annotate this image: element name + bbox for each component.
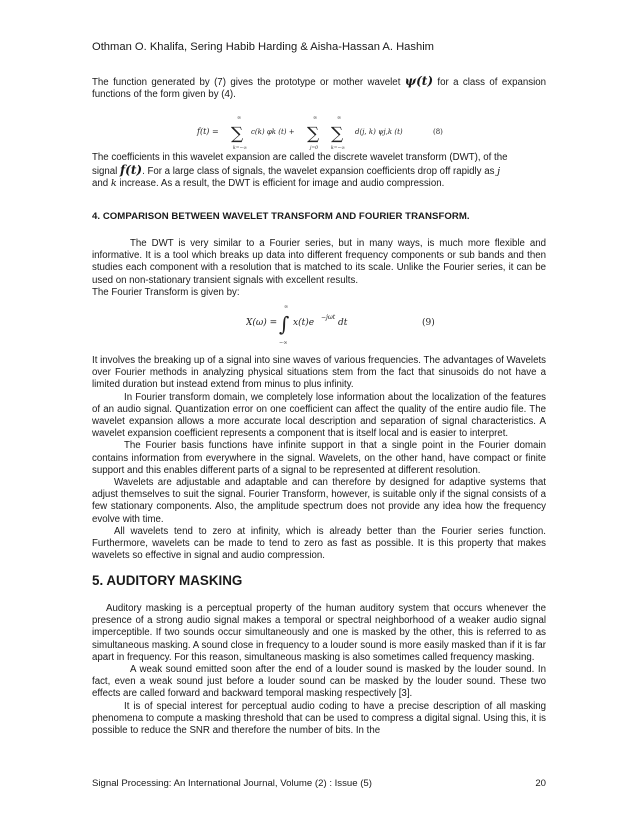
eq9-dt: dt — [338, 318, 348, 328]
eq9-exponent: −jωt — [321, 314, 336, 321]
s5-p1: Auditory masking is a perceptual property of the human auditory system that occurs whenever the presence of a strong audio signal makes a temporal or spectral neighborhood of a weaker audio signal imperceptible. If two sounds occur simultaneously and one is masked by the other, this is referred to as simultaneous masking. A sound close in frequency to a louder sound is more easily masked than if it is far apart in frequency. For this reason, simultaneous masking is also sometimes called frequency masking. — [92, 603, 546, 663]
dwt-line-3: and k increase. As a result, the DWT is efficient for image and audio compression. — [92, 178, 445, 190]
eq8-term1: c(k) φk (t) + — [251, 128, 295, 136]
section-5-heading: 5. AUDITORY MASKING — [92, 573, 243, 588]
s4-p6: All wavelets tend to zero at infinity, which is already better than the Fourier series function. Furthermore, wavelets can be made to tend to zero as fast as possible. It is this property that makes wavelets so effective in signal and audio compression. — [92, 525, 546, 562]
f-of-t-symbol: f(t) — [120, 163, 143, 178]
eq9-lhs: X(ω) = — [246, 318, 278, 328]
section-4-heading: 4. COMPARISON BETWEEN WAVELET TRANSFORM AND FOURIER TRANSFORM. — [92, 211, 470, 222]
equation-8 — [195, 112, 455, 156]
dwt-tail: increase. As a result, the DWT is efficient for image and audio compression. — [116, 178, 445, 190]
eq8-sum2-lower: j=0 — [310, 146, 319, 151]
footer-journal: Signal Processing: An International Journal, Volume (2) : Issue (5) — [92, 778, 372, 789]
page-footer — [92, 778, 546, 789]
footer-page-number: 20 — [535, 778, 546, 789]
eq8-sum2-symbol: ∑ — [307, 124, 320, 144]
section-4-body — [92, 355, 546, 562]
intro-text-before: The function generated by (7) gives the prototype or mother wavelet — [92, 77, 405, 88]
eq9-tag: (9) — [422, 318, 435, 328]
eq9-lower: −∞ — [279, 340, 288, 346]
section-4-paragraph-1 — [92, 238, 546, 299]
psi-symbol: ψ(t) — [404, 74, 433, 88]
s4-p1-last: The Fourier Transform is given by: — [92, 286, 240, 298]
dwt-line-2 — [92, 164, 546, 178]
eq8-sum1-symbol: ∑ — [231, 124, 244, 144]
s5-p2: A weak sound emitted soon after the end of a louder sound is masked by the louder sound. In fact, even a weak sound just before a louder sound can be masked by the louder sound. These two effects are called forward and backward temporal masking respectively [3]. — [92, 664, 546, 700]
eq8-sum3-upper: ∞ — [337, 115, 342, 121]
eq8-lhs: f(t) = — [197, 127, 219, 136]
eq8-sum2-upper: ∞ — [313, 115, 318, 121]
intro-paragraph — [92, 75, 546, 101]
eq9-integrand: x(t)e — [293, 318, 315, 328]
k-symbol: k — [110, 178, 117, 190]
signal-word: signal — [92, 166, 121, 178]
eq8-sum1-upper: ∞ — [237, 115, 242, 121]
s4-p5: Wavelets are adjustable and adaptable and can therefore by designed for adaptive systems that adjust themselves to suit the signal. Fourier Transform, however, is suitable only if the signal consists of a few stationary components. Also, the amplitude spectrum does not provide any idea how the frequency evolve with time. — [92, 477, 546, 525]
eq8-sum3-lower: k=−∞ — [331, 146, 346, 151]
eq8-sum3-symbol: ∑ — [331, 124, 344, 144]
s4-p2: It involves the breaking up of a signal into sine waves of various frequencies. The advantages of Wavelets over Fourier methods in analyzing physical situations stem from the fact that sinusoids do not have a limited duration but instead extend from minus to plus infinity. — [92, 355, 546, 391]
s4-p1-text: The DWT is very similar to a Fourier series, but in many ways, is much more flexible and informative. It is a tool which breaks up data into different frequency components or sub bands and then studies each component with a resolution that is matched to its scale. Unlike the Fourier series, it can be used on non-stationary transient signals with excellent results. — [92, 238, 546, 286]
eq8-term2: d(j, k) ψj,k (t) — [355, 128, 403, 136]
j-symbol: j — [497, 166, 501, 178]
intro-text-after: for a class of expansion functions of the form given by (4). — [92, 77, 546, 101]
dwt-line-1: The coefficients in this wavelet expansion are called the discrete wavelet transform (DWT), of the — [92, 152, 508, 163]
dwt-paragraph — [92, 152, 546, 191]
running-header-authors: Othman O. Khalifa, Sering Habib Harding & Aisha-Hassan A. Hashim — [92, 41, 435, 53]
dwt-after-symbol: . For a large class of signals, the wavelet expansion coefficients drop off rapidly as — [142, 166, 498, 178]
eq9-integral-symbol: ∫ — [279, 312, 290, 336]
equation-9 — [246, 300, 446, 350]
section-5-body — [92, 603, 546, 737]
s4-p4: The Fourier basis functions have infinite support in that a single point in the Fourier domain contains information from everywhere in the signal. Wavelets, on the other hand, have compact or finite support and this enables different parts of a signal to be represented at different resolution. — [92, 440, 546, 476]
s4-p3: In Fourier transform domain, we completely lose information about the localization of the features of an audio signal. Quantization error on one coefficient can affect the quality of the entire audio file. The wavelet expansion allows a more accurate local description and separation of signal characteristics. A wavelet expansion coefficient represents a component that is itself local and is easier to interpret. — [92, 391, 546, 440]
eq9-upper: ∞ — [284, 304, 289, 310]
s5-p3: It is of special interest for perceptual audio coding to have a precise description of all masking phenomena to compute a masking threshold that can be used to compress a digital signal. Using this, it is possible to reduce the SNR and therefore the number of bits. In the — [92, 700, 546, 737]
eq8-sum1-lower: k=−∞ — [233, 146, 248, 151]
eq8-tag: (8) — [433, 128, 443, 136]
